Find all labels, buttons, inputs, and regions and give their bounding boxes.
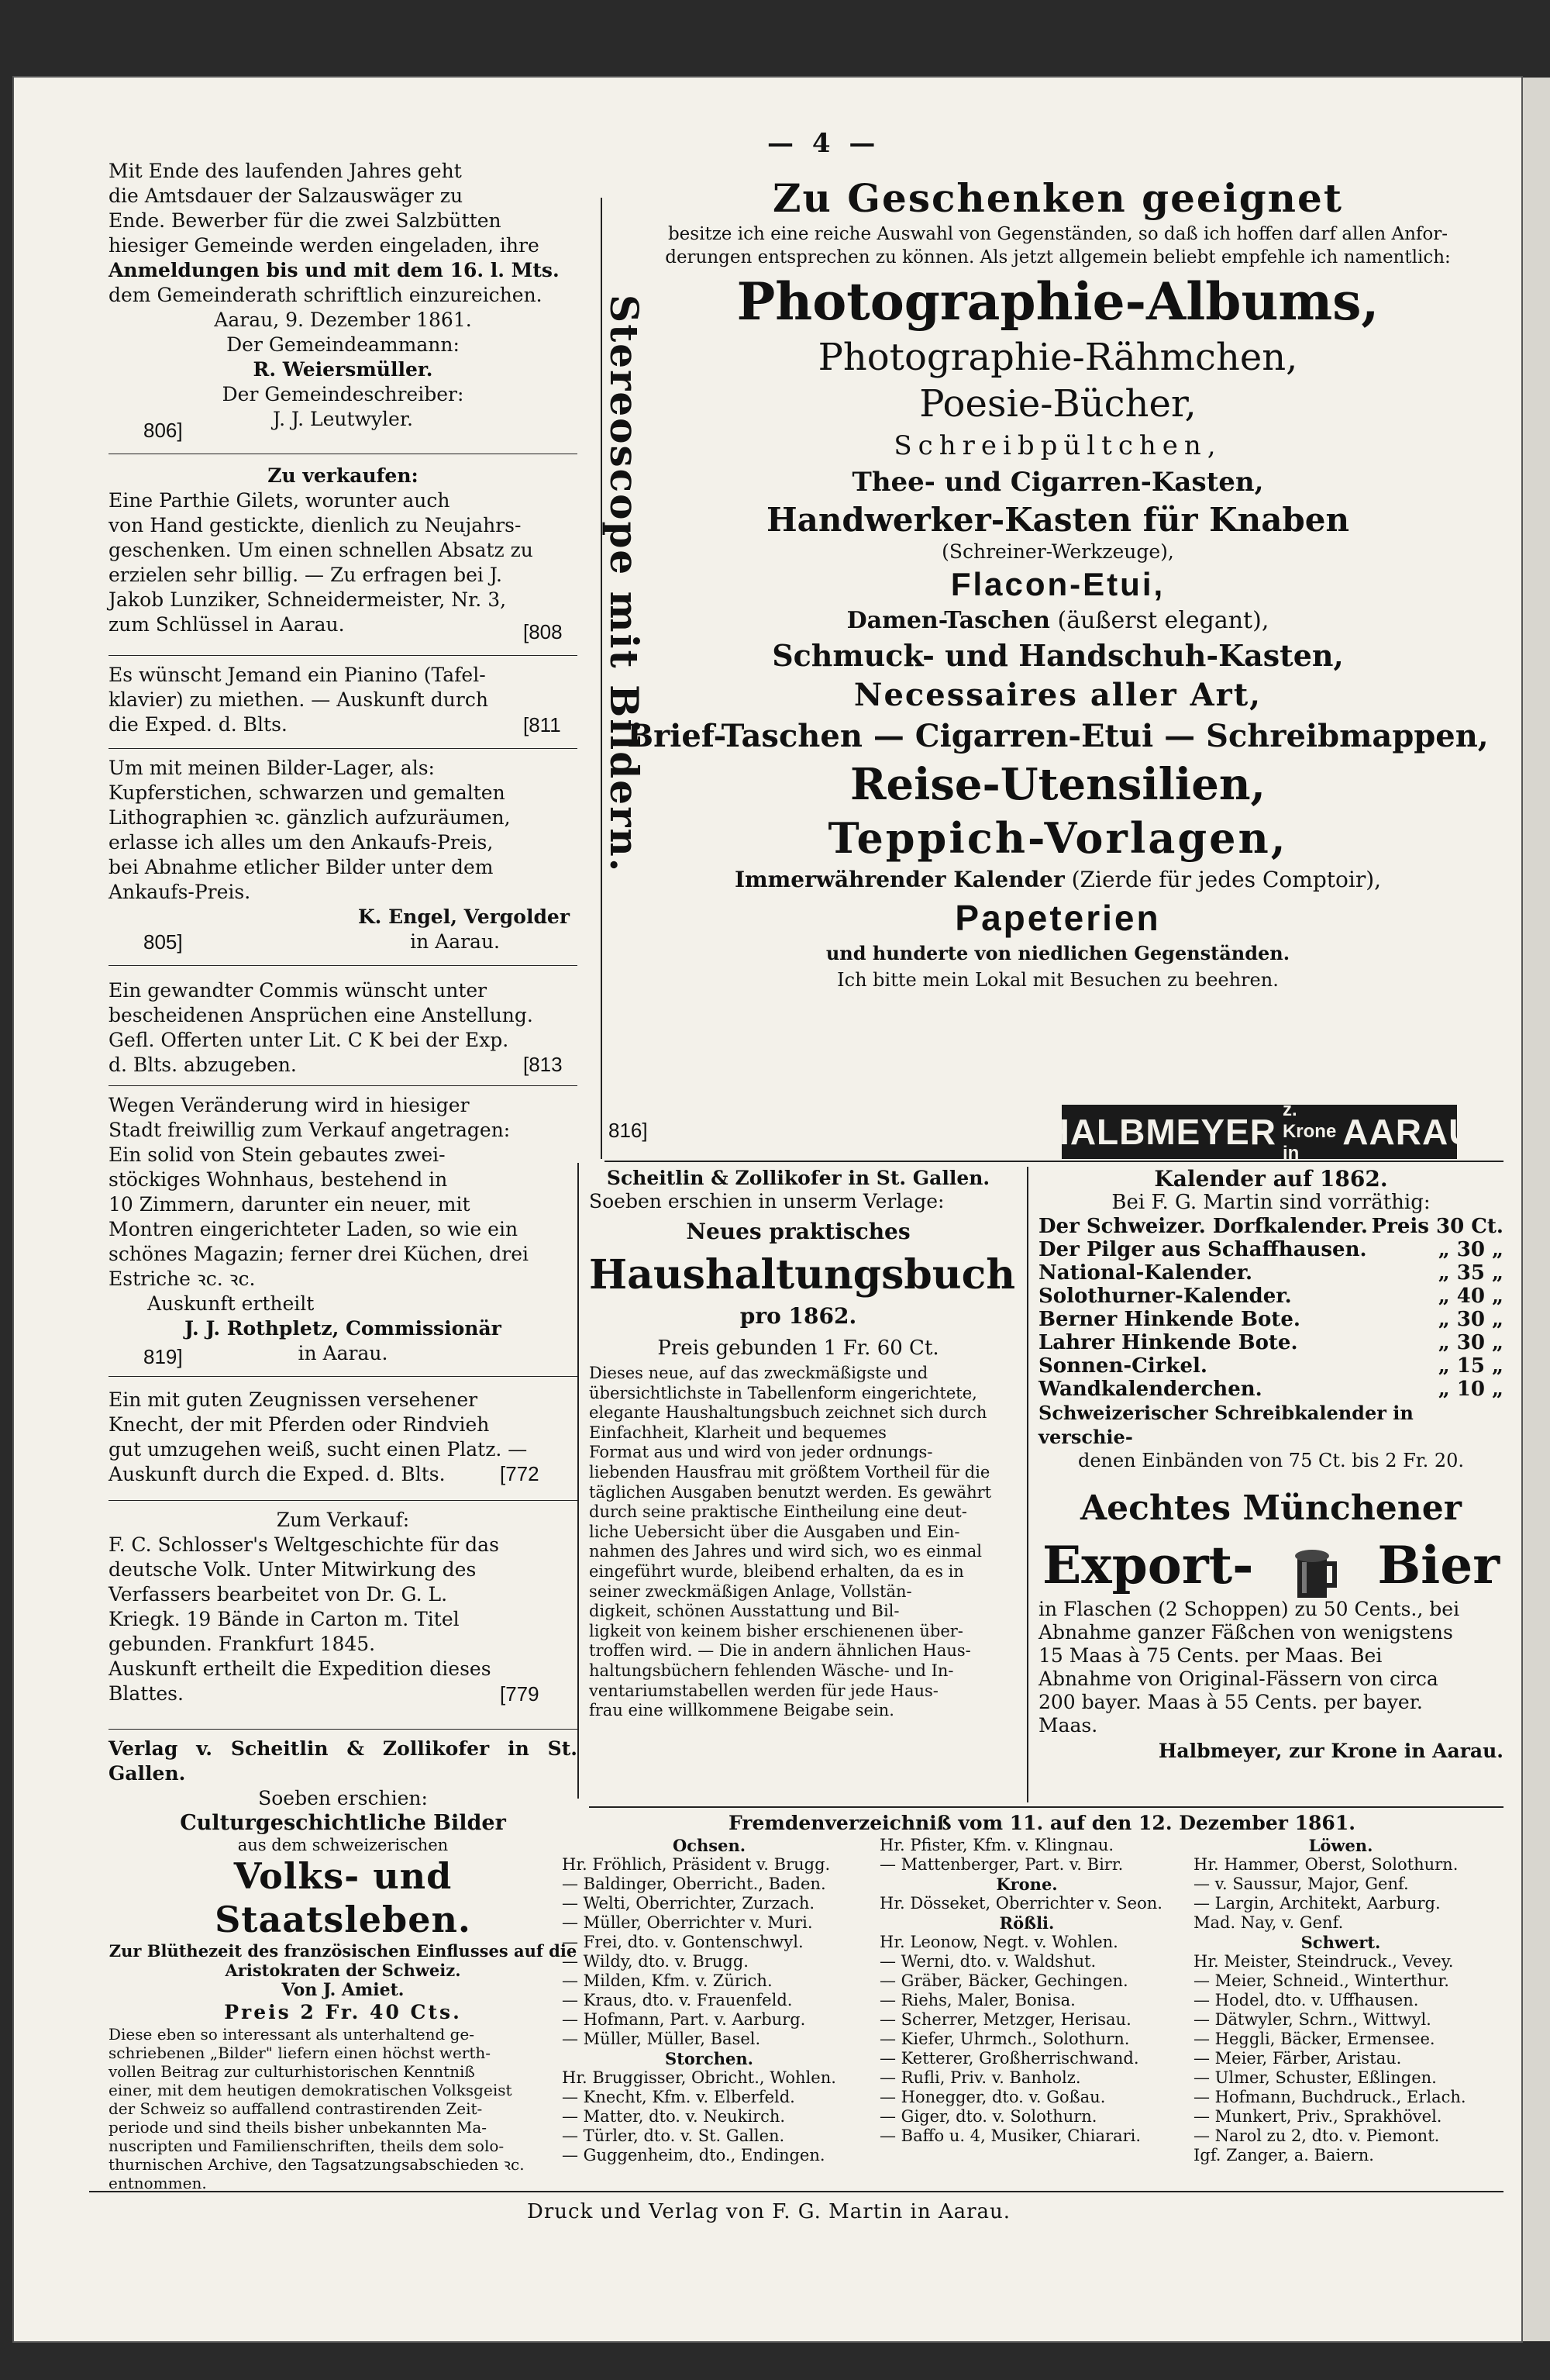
ad-closing: Ich bitte mein Lokal mit Besuchen zu beehren. [837, 969, 1279, 991]
text-line: ligkeit von keinem bisher erschienenen über- [589, 1621, 963, 1640]
fremden-entry: — Rufli, Priv. v. Banholz. [880, 2068, 1081, 2087]
book-price: Preis 2 Fr. 40 Cts. [224, 2001, 462, 2023]
kalender-price: „ 30 „ [1438, 1331, 1504, 1354]
text-line: denen Einbänden von 75 Ct. bis 2 Fr. 20. [1077, 1450, 1465, 1471]
fremden-hotel-heading: Krone. [996, 1875, 1058, 1894]
text-line: Soeben erschien in unserm Verlage: [589, 1190, 945, 1212]
text-line: der Schweiz so auffallend contrastirenden Zeit- [108, 2099, 483, 2118]
book-title-main: Volks- und Staatsleben. [215, 1855, 471, 1940]
bier-ad [1038, 1485, 1504, 1765]
text-line: nahmen des Jahres und wird sich, wo es einmal [589, 1542, 982, 1561]
banner-middle: z. Krone in [1282, 1099, 1337, 1164]
separator [589, 1806, 1504, 1808]
text-line: Gefl. Offerten unter Lit. C K bei der Exp. [108, 1029, 509, 1051]
notice-culturgeschichte [108, 1737, 577, 2192]
fremden-entry: — Riehs, Maler, Bonisa. [880, 1991, 1076, 2009]
text-line: bei Abnahme etlicher Bilder unter dem [108, 856, 494, 878]
fremden-entry: — Kiefer, Uhrmch., Solothurn. [880, 2030, 1130, 2048]
fremden-entry: — Welti, Oberrichter, Zurzach. [562, 1894, 815, 1913]
fremden-hotel-heading: Ochsen. [672, 1836, 746, 1855]
text-line: Soeben erschien: [258, 1787, 428, 1809]
ad-intro: derungen entsprechen zu können. Als jetzt allgemein beliebt empfehle ich namentlich: [665, 247, 1451, 267]
text-line: entnommen. [108, 2174, 207, 2192]
kalender-name: Sonnen-Cirkel. [1038, 1354, 1207, 1378]
text-line: frau eine willkommene Beigabe sein. [589, 1701, 894, 1720]
text-line: Eine Parthie Gilets, worunter auch [108, 489, 450, 512]
page-number: — 4 — [767, 128, 880, 159]
fremden-entry: — Baldinger, Oberricht., Baden. [562, 1875, 826, 1893]
text-line: Ein gewandter Commis wünscht unter [108, 979, 487, 1002]
text-line: haltungsbüchern fehlenden Wäsche- und In- [589, 1661, 954, 1680]
text-line: Auskunft ertheilt die Expedition dieses [108, 1657, 491, 1680]
ad-reference: 816] [608, 1119, 648, 1142]
kalender-price: „ 30 „ [1438, 1308, 1504, 1331]
ad-item: Papeterien [955, 898, 1161, 938]
text-line: Dieses neue, auf das zweckmäßigste und [589, 1364, 928, 1382]
fremden-entry: — Guggenheim, dto., Endingen. [562, 2146, 825, 2164]
notice-bilder-lager [108, 756, 577, 954]
fremden-entry: Mad. Nay, v. Genf. [1194, 1913, 1344, 1932]
separator [108, 655, 577, 656]
text-line: F. C. Schlosser's Weltgeschichte für das [108, 1533, 499, 1556]
text-line: Knecht, der mit Pferden oder Rindvieh [108, 1413, 490, 1436]
kalender-price: „ 35 „ [1438, 1261, 1504, 1285]
kalender-row [1038, 1261, 1504, 1285]
gift-advertisement [612, 174, 1504, 993]
kalender-price: „ 40 „ [1438, 1285, 1504, 1308]
text-line: schriebenen „Bilder" liefern einen höchst werth- [108, 2044, 491, 2062]
text-line: liebenden Hausfrau mit größtem Vortheil für die [589, 1462, 990, 1481]
separator [108, 1729, 577, 1730]
kalender-name: National-Kalender. [1038, 1261, 1253, 1285]
fremden-entry: Hr. Meister, Steindruck., Vevey. [1194, 1952, 1454, 1971]
ad-reference: 819] [143, 1345, 183, 1368]
book-subtitle: Zur Blüthezeit des französischen Einflusses auf die [108, 1941, 577, 1961]
bier-title: Aechtes Münchener [1080, 1488, 1462, 1528]
bier-word: Bier [1377, 1535, 1500, 1595]
fremden-entry: — Werni, dto. v. Waldshut. [880, 1952, 1097, 1971]
fremden-entry: — Dätwyler, Schrn., Wittwyl. [1194, 2010, 1431, 2029]
fremden-heading [728, 1812, 1355, 1834]
ad-item: Poesie-Bücher, [919, 382, 1197, 426]
ad-reference: [813 [523, 1053, 563, 1076]
text-line: gebunden. Frankfurt 1845. [108, 1633, 376, 1655]
text-line: digkeit, schönen Ausstattung und Bil- [589, 1602, 900, 1621]
text-line: Estriche ꝛc. ꝛc. [108, 1268, 256, 1290]
kalender-name: Lahrer Hinkende Bote. [1038, 1331, 1298, 1354]
fremden-entry: — Largin, Architekt, Aarburg. [1194, 1894, 1441, 1913]
text-line: die Amtsdauer der Salzauswäger zu [108, 185, 463, 207]
signature-title: Der Gemeindeschreiber: [222, 383, 464, 405]
text-line: Ende. Bewerber für die zwei Salzbütten [108, 209, 501, 232]
fremden-hotel-heading: Löwen. [1308, 1836, 1373, 1855]
fremden-column [880, 1836, 1174, 2146]
stereoscope-vertical-heading: Stereoscope mit Bildern. [601, 295, 647, 874]
notice-heading: Zum Verkauf: [276, 1509, 410, 1531]
text-line: periode und sind theils bisher unbekannten Ma- [108, 2118, 487, 2137]
ad-reference: [772 [500, 1462, 539, 1485]
notice-pianino [108, 663, 577, 737]
text-line: gut umzugehen weiß, sucht einen Platz. — [108, 1438, 528, 1461]
signature-place: in Aarau. [298, 1342, 388, 1364]
text-line: Wegen Veränderung wird in hiesiger [108, 1094, 470, 1116]
fremden-entry: Igf. Zanger, a. Baiern. [1194, 2146, 1374, 2164]
book-title-main: Haushaltungsbuch [589, 1251, 1016, 1299]
kalender-price: „ 30 „ [1438, 1238, 1504, 1261]
fremden-entry: Hr. Leonow, Negt. v. Wohlen. [880, 1933, 1118, 1951]
separator [604, 1161, 1504, 1162]
signature-name: J. J. Leutwyler. [273, 408, 413, 430]
text-line: nuscripten und Familienschriften, theils dem solo- [108, 2137, 505, 2155]
book-title: Neues praktisches [686, 1219, 911, 1244]
text-line: vollen Beitrag zur culturhistorischen Kenntniß [108, 2062, 475, 2081]
text-line: Um mit meinen Bilder-Lager, als: [108, 757, 435, 779]
fremden-entry: — Müller, Oberrichter v. Muri. [562, 1913, 813, 1932]
adjacent-page-edge [1521, 78, 1550, 2341]
text-line: Ein mit guten Zeugnissen versehener [108, 1388, 478, 1411]
text-line: Ankaufs-Preis. [108, 881, 251, 903]
ad-item: Teppich-Vorlagen, [828, 813, 1288, 863]
separator [108, 748, 577, 749]
separator [108, 1500, 577, 1501]
text-line: 10 Zimmern, darunter ein neuer, mit [108, 1193, 470, 1216]
ad-item-note: (Zierde für jedes Comptoir), [1071, 867, 1382, 892]
book-year: pro 1862. [739, 1303, 857, 1329]
ad-intro: besitze ich eine reiche Auswahl von Gegenständen, so daß ich hoffen darf allen Anfor- [667, 224, 1448, 244]
signature-place: in Aarau. [410, 930, 500, 953]
ad-item: Schmuck- und Handschuh-Kasten, [772, 638, 1344, 673]
signature-name: Halbmeyer, zur Krone in Aarau. [1158, 1740, 1504, 1762]
text-line: zum Schlüssel in Aarau. [108, 613, 345, 636]
bier-export: Export- [1042, 1535, 1254, 1595]
fremden-hotel-heading: Schwert. [1300, 1933, 1381, 1952]
book-title: Culturgeschichtliche Bilder [180, 1811, 506, 1835]
text-line: von Hand gestickte, dienlich zu Neujahrs- [108, 514, 522, 536]
section-heading: Kalender auf 1862. [1154, 1166, 1388, 1192]
kalender-row [1038, 1378, 1504, 1401]
publisher-heading: Scheitlin & Zollikofer in St. Gallen. [606, 1167, 990, 1189]
text-line: Schweizerischer Schreibkalender in verschie- [1038, 1402, 1414, 1448]
ad-item: Handwerker-Kasten für Knaben [766, 501, 1350, 539]
haushaltungsbuch-ad [589, 1167, 1016, 1721]
fremden-entry: — Knecht, Kfm. v. Elberfeld. [562, 2088, 795, 2106]
kalender-price: „ 10 „ [1438, 1378, 1504, 1401]
text-line: thurnischen Archive, den Tagsatzungsabschieden ꝛc. [108, 2155, 525, 2174]
text-line: Blattes. [108, 1682, 184, 1705]
text-line: ventariumstabellen werden für jede Haus- [589, 1681, 939, 1700]
signature-name: J. J. Rothpletz, Commissionär [184, 1317, 501, 1340]
notice-weltgeschichte [108, 1508, 577, 1706]
fremden-entry: — Meier, Schneid., Winterthur. [1194, 1971, 1449, 1990]
signature-name: R. Weiersmüller. [253, 358, 433, 381]
text-line: durch seine praktische Eintheilung eine deut- [589, 1502, 967, 1522]
fremden-column [562, 1836, 856, 2165]
text-line: dem Gemeinderath schriftlich einzureichen. [108, 284, 542, 306]
text-line: Jakob Lunziker, Schneidermeister, Nr. 3, [108, 588, 507, 611]
text-line: schönes Magazin; ferner drei Küchen, drei [108, 1243, 529, 1265]
kalender-row [1038, 1308, 1504, 1331]
text-line: liche Uebersicht über die Ausgaben und Ein- [589, 1522, 960, 1541]
text-line: Es wünscht Jemand ein Pianino (Tafel- [108, 664, 486, 686]
kalender-row [1038, 1285, 1504, 1308]
ad-reference: 805] [143, 930, 183, 954]
ad-reference: [779 [500, 1682, 539, 1706]
kalender-price: „ 15 „ [1438, 1354, 1504, 1378]
text-line: Kupferstichen, schwarzen und gemalten [108, 781, 505, 804]
fremden-entry: — Baffo u. 4, Musiker, Chiarari. [880, 2126, 1142, 2145]
banner-city: AARAU [1342, 1112, 1476, 1152]
publisher-heading: Verlag v. Scheitlin & Zollikofer in St. Gallen. [108, 1737, 577, 1785]
fremden-entry: — v. Saussur, Major, Genf. [1194, 1875, 1409, 1893]
fremden-entry: — Narol zu 2, dto. v. Piemont. [1194, 2126, 1440, 2145]
fremden-entry: Hr. Bruggisser, Obricht., Wohlen. [562, 2068, 836, 2087]
text-line: Montren eingerichteter Laden, so wie ein [108, 1218, 518, 1240]
notice-salzauswaeger [108, 159, 577, 432]
ad-item: Brief-Taschen — Cigarren-Etui — Schreibmappen, [627, 718, 1489, 754]
ad-item: Necessaires aller Art, [853, 677, 1262, 713]
book-price: Preis gebunden 1 Fr. 60 Ct. [657, 1337, 939, 1360]
ad-item-note: (Schreiner-Werkzeuge), [942, 540, 1174, 563]
text-line: deutsche Volk. Unter Mitwirkung des [108, 1558, 477, 1581]
text-line: in Flaschen (2 Schoppen) zu 50 Cents., bei [1038, 1598, 1460, 1620]
halbmeyer-banner [1043, 1099, 1476, 1164]
ad-reference: [808 [523, 620, 563, 643]
fremden-entry: — Meier, Färber, Aristau. [1194, 2049, 1402, 2068]
text-line: Einfachheit, Klarheit und bequemes [589, 1423, 887, 1442]
ad-item: Immerwährender Kalender [734, 867, 1065, 892]
kalender-name: Wandkalenderchen. [1038, 1378, 1262, 1401]
column-divider-vertical [577, 1163, 579, 1799]
text-line: troffen wird. — Die in andern ähnlichen Haus- [589, 1641, 971, 1661]
text-line: Abnahme von Original-Fässern von circa [1038, 1668, 1438, 1690]
fremden-entry: Hr. Hammer, Oberst, Solothurn. [1194, 1855, 1459, 1874]
text-line: Mit Ende des laufenden Jahres geht [108, 160, 462, 182]
kalender-ad [1038, 1167, 1504, 1473]
fremden-entry: — Frei, dto. v. Gontenschwyl. [562, 1933, 804, 1951]
ad-item: Photographie-Albums, [736, 271, 1380, 332]
book-author: Von J. Amiet. [281, 1980, 405, 2000]
fremden-entry: — Scherrer, Metzger, Herisau. [880, 2010, 1132, 2029]
fremden-entry: — Giger, dto. v. Solothurn. [880, 2107, 1097, 2126]
kalender-row [1038, 1354, 1504, 1378]
ad-item: Flacon-Etui, [950, 566, 1166, 602]
text-line: Bei F. G. Martin sind vorräthig: [1111, 1191, 1431, 1214]
notice-gilets [108, 464, 577, 637]
fremden-entry: — Wildy, dto. v. Brugg. [562, 1952, 749, 1971]
fremden-entry: — Ketterer, Großherrischwand. [880, 2049, 1139, 2068]
kalender-row [1038, 1238, 1504, 1261]
separator [108, 1376, 577, 1377]
ad-item: Photographie-Rähmchen, [818, 336, 1298, 379]
ad-reference: [811 [523, 713, 561, 736]
kalender-row [1038, 1215, 1504, 1238]
kalender-name: Berner Hinkende Bote. [1038, 1308, 1300, 1331]
signature-title: Der Gemeindeammann: [226, 333, 460, 356]
banner-name: HALBMEYER [1043, 1112, 1276, 1152]
fremden-entry: — Müller, Müller, Basel. [562, 2030, 761, 2048]
fremden-entry: — Kraus, dto. v. Frauenfeld. [562, 1991, 793, 2009]
fremden-hotel-heading: Rößli. [999, 1913, 1055, 1933]
text-line: täglichen Ausgaben benutzt werden. Es gewährt [589, 1482, 992, 1502]
text-line: Ein solid von Stein gebautes zwei- [108, 1143, 446, 1166]
fremden-entry: — Türler, dto. v. St. Gallen. [562, 2126, 785, 2145]
ad-reference: 806] [143, 419, 183, 442]
text-line: eingeführt wurde, bleibend erhalten, da es in [589, 1561, 964, 1581]
imprint: Druck und Verlag von F. G. Martin in Aarau. [527, 2200, 1011, 2223]
separator [108, 965, 577, 966]
text-line: elegante Haushaltungsbuch zeichnet sich durch [589, 1403, 987, 1423]
kalender-price: Preis 30 Ct. [1371, 1215, 1504, 1238]
text-line: 15 Maas à 75 Cents. per Maas. Bei [1038, 1644, 1383, 1667]
fremden-entry: — Munkert, Priv., Sprakhövel. [1194, 2107, 1442, 2126]
text-line: hiesiger Gemeinde werden eingeladen, ihre [108, 234, 539, 257]
kalender-name: Der Pilger aus Schaffhausen. [1038, 1238, 1367, 1261]
text-line: stöckiges Wohnhaus, bestehend in [108, 1168, 448, 1191]
fremden-entry: — Matter, dto. v. Neukirch. [562, 2107, 786, 2126]
kalender-name: Der Schweizer. Dorfkalender. [1038, 1215, 1368, 1238]
kalender-row [1038, 1331, 1504, 1354]
text-line: übersichtlichste in Tabellenform eingerichtete, [589, 1383, 977, 1402]
text-line: seiner zweckmäßigen Anlage, Vollstän- [589, 1581, 912, 1601]
kalender-name: Solothurner-Kalender. [1038, 1285, 1292, 1308]
fremden-title: Fremdenverzeichniß vom 11. auf den 12. Dezember 1861. [728, 1812, 1355, 1834]
ad-item: Reise-Utensilien, [849, 759, 1266, 810]
text-line: einer, mit dem heutigen demokratischen Volksgeist [108, 2081, 512, 2099]
notice-commis [108, 978, 577, 1078]
ad-item: Damen-Taschen [846, 607, 1050, 634]
text-line: Abnahme ganzer Fäßchen von wenigstens [1038, 1621, 1453, 1644]
fremden-hotel-heading: Storchen. [665, 2049, 753, 2068]
fremden-entry: — Hofmann, Buchdruck., Erlach. [1194, 2088, 1466, 2106]
fremden-entry: — Gräber, Bäcker, Gechingen. [880, 1971, 1128, 1990]
notice-wohnhaus [108, 1093, 577, 1366]
fremden-entry: — Hofmann, Part. v. Aarburg. [562, 2010, 806, 2029]
fremden-entry: — Hodel, dto. v. Uffhausen. [1194, 1991, 1419, 2009]
text-line: Maas. [1038, 1714, 1098, 1737]
text-line: erlasse ich alles um den Ankaufs-Preis, [108, 831, 494, 854]
text-line: erzielen sehr billig. — Zu erfragen bei J. [108, 564, 502, 586]
text-line: klavier) zu miethen. — Auskunft durch [108, 688, 488, 711]
text-line: geschenken. Um einen schnellen Absatz zu [108, 539, 533, 561]
text-line: Anmeldungen bis und mit dem 16. l. Mts. [108, 259, 560, 281]
text-line: Auskunft ertheilt [147, 1292, 315, 1315]
ad-item: und hunderte von niedlichen Gegenständen. [825, 942, 1290, 964]
fremden-entry: — Mattenberger, Part. v. Birr. [880, 1855, 1124, 1874]
text-line: d. Blts. abzugeben. [108, 1054, 297, 1076]
fremden-entry: Hr. Pfister, Kfm. v. Klingnau. [880, 1836, 1114, 1854]
separator [108, 1085, 577, 1086]
signature-name: K. Engel, Vergolder [357, 905, 570, 928]
fremden-entry: Hr. Fröhlich, Präsident v. Brugg. [562, 1855, 831, 1874]
fremden-column [1194, 1836, 1488, 2165]
ad-item-note: (äußerst elegant), [1057, 607, 1269, 634]
book-subtitle: aus dem schweizerischen [237, 1836, 449, 1854]
text-line: 200 bayer. Maas à 55 Cents. per bayer. [1038, 1691, 1423, 1713]
fremden-entry: — Heggli, Bäcker, Ermensee. [1194, 2030, 1435, 2048]
notice-heading: Zu verkaufen: [267, 464, 418, 487]
fremden-entry: — Honegger, dto. v. Goßau. [880, 2088, 1106, 2106]
column-divider-vertical [1027, 1167, 1028, 1802]
text-line: Lithographien ꝛc. gänzlich aufzuräumen, [108, 806, 511, 829]
fremden-entry: Hr. Dösseket, Oberrichter v. Seon. [880, 1894, 1162, 1913]
text-line: bescheidenen Ansprüchen eine Anstellung. [108, 1004, 533, 1026]
text-line: Kriegk. 19 Bände in Carton m. Titel [108, 1608, 460, 1630]
text-line: die Exped. d. Blts. [108, 713, 288, 736]
text-line: Stadt freiwillig zum Verkauf angetragen: [108, 1119, 511, 1141]
text-line: Verfassers bearbeitet von Dr. G. L. [108, 1583, 448, 1606]
ad-item: Schreibpültchen, [894, 430, 1222, 461]
fremden-entry: — Milden, Kfm. v. Zürich. [562, 1971, 773, 1990]
dateline: Aarau, 9. Dezember 1861. [214, 309, 472, 331]
fremden-entry: — Ulmer, Schuster, Eßlingen. [1194, 2068, 1437, 2087]
text-line: Format aus und wird von jeder ordnungs- [589, 1443, 933, 1462]
book-subtitle: Aristokraten der Schweiz. [225, 1961, 461, 1980]
text-line: Auskunft durch die Exped. d. Blts. [108, 1463, 446, 1485]
text-line: Diese eben so interessant als unterhaltend ge- [108, 2025, 475, 2044]
ad-title: Zu Geschenken geeignet [773, 175, 1343, 221]
beer-mug-icon [1293, 1547, 1339, 1601]
ad-item: Thee- und Cigarren-Kasten, [852, 467, 1264, 498]
